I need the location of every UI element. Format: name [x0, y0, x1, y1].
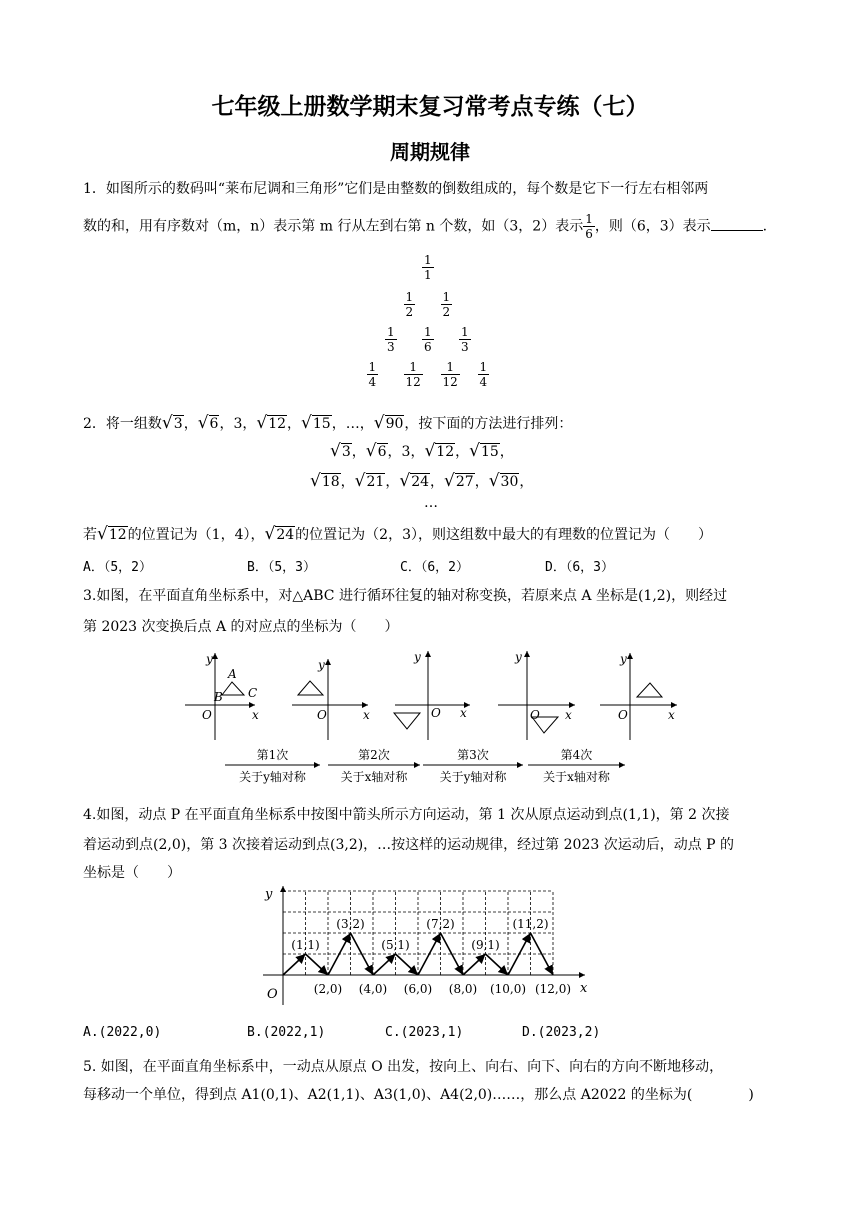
q4-path-segment: [283, 954, 306, 975]
q4-bottom-label: (2,0): [313, 982, 343, 996]
q2-row-sqrt: √30: [488, 471, 519, 491]
q2-list-sqrt: √6: [197, 413, 219, 433]
q3-origin-label-2: O: [317, 708, 327, 722]
q3-line2: 第 2023 次变换后点 A 的对应点的坐标为（ ）: [83, 619, 399, 635]
q4-option-d[interactable]: D.(2023,2): [522, 1025, 601, 1040]
q3-origin-label-4: O: [530, 708, 540, 722]
q4-bottom-label: (6,0): [403, 982, 433, 996]
q2-dots: …: [424, 495, 438, 511]
q3-x-label-3: x: [460, 706, 467, 720]
q4-option-c[interactable]: C.(2023,1): [385, 1025, 464, 1040]
triangle-fraction: $\frac{1}{4}$: [479, 360, 488, 389]
q3-y-label-3: y: [414, 650, 421, 664]
q1-line1: 1．如图所示的数码叫“莱布尼调和三角形”它们是由整数的倒数组成的，每个数是它下一行左右相邻两: [83, 181, 709, 197]
q4-peak-label: (7,2): [426, 917, 455, 931]
q4-x-label: x: [580, 981, 588, 996]
q2-option-b[interactable]: B．（5，3）: [247, 560, 316, 575]
page-subtitle: 周期规律: [390, 140, 470, 164]
q4-path-segment: [328, 933, 351, 975]
q3-x-label-4: x: [565, 708, 572, 722]
q3-panel-3: [394, 650, 470, 740]
triangle-fraction: $\frac{1}{4}$: [368, 360, 377, 389]
q2-option-c[interactable]: C．（6，2）: [400, 560, 469, 575]
q3-point-b: B: [214, 690, 223, 704]
q3-panel-1: [185, 652, 259, 740]
triangle-fraction: $\frac{1}{12}$: [442, 360, 458, 389]
q3-origin-label-5: O: [618, 708, 628, 722]
q3-step-axis: 关于y轴对称: [239, 770, 306, 784]
q4-y-label: y: [265, 887, 273, 902]
q2-row-sqrt: √21: [354, 471, 385, 491]
q2-condition: 若√12的位置记为（1，4），√24的位置记为（2，3），则这组数中最大的有理数的位置记为（ ）: [83, 524, 712, 544]
q2-row-sqrt: √3: [330, 441, 351, 461]
triangle-fraction: $\frac{1}{12}$: [405, 360, 421, 389]
q3-point-c: C: [248, 686, 258, 700]
q2-row-sqrt: √18: [310, 471, 340, 491]
q4-path-segment: [486, 954, 509, 975]
q2-row-sqrt: √24: [399, 471, 430, 491]
q4-bottom-label: (12,0): [534, 982, 572, 996]
q4-peak-label: (5,1): [381, 938, 410, 952]
triangle-fraction: $\frac{1}{3}$: [461, 325, 469, 354]
q4-path-segment: [306, 954, 329, 975]
triangle-fraction: $\frac{1}{1}$: [424, 253, 432, 282]
q1-inline-fraction: $\frac{1}{6}$: [585, 212, 593, 241]
q1-answer-blank[interactable]: [711, 218, 763, 231]
q4-bottom-label: (4,0): [358, 982, 388, 996]
q2-cond-sqrt-1: √12: [97, 524, 127, 544]
q4-line3: 坐标是（ ）: [83, 865, 181, 881]
q2-row-1: √3，√6，3，√12，√15，: [330, 441, 514, 461]
q3-figure: [180, 645, 700, 790]
triangle-fraction: $\frac{1}{6}$: [424, 325, 432, 354]
q2-list-sqrt: √3: [161, 413, 183, 433]
q3-origin-label-3: O: [431, 706, 441, 720]
q4-path-segment: [508, 933, 531, 975]
q2-list-sqrt: √90: [373, 413, 404, 433]
q3-origin-label-1: O: [202, 708, 212, 722]
q4-line1: 4.如图，动点 P 在平面直角坐标系中按图中箭头所示方向运动，第 1 次从原点运动到点(1,1)，第 2 次接: [83, 807, 730, 823]
q2-row-sqrt: √12: [424, 441, 455, 461]
q2-row-2: √18，√21，√24，√27，√30，: [310, 471, 534, 491]
q4-option-a[interactable]: A.(2022,0): [83, 1025, 162, 1040]
q2-row-sqrt: √6: [365, 441, 387, 461]
q2-row-sqrt: √15: [469, 441, 499, 461]
q3-panel-5: [600, 652, 677, 740]
q5-line1: 5. 如图，在平面直角坐标系中，一动点从原点 O 出发，按向上、向右、向下、向右的方向不断地移动，: [83, 1059, 724, 1075]
q2-option-d[interactable]: D．（6，3）: [545, 560, 614, 575]
q2-list-sqrt: √15: [301, 413, 331, 433]
q3-step-axis: 关于x轴对称: [340, 770, 408, 784]
q4-peak-label: (3,2): [336, 917, 365, 931]
q4-peak-label: (9,1): [471, 938, 500, 952]
q3-step-label: 第1次: [256, 748, 289, 762]
q3-step-label: 第2次: [358, 748, 390, 762]
q3-point-a: A: [228, 667, 237, 681]
q5-line2: 每移动一个单位，得到点 A1(0,1)、A2(1,1)、A3(1,0)、A4(2,0)……，那么点 A2022 的坐标为( ): [83, 1087, 754, 1103]
triangle-fraction: $\frac{1}{3}$: [387, 325, 395, 354]
q3-panel-2: [292, 658, 370, 740]
q2-option-a[interactable]: A．（5，2）: [83, 560, 152, 575]
q4-bottom-label: (10,0): [489, 982, 527, 996]
q2-number-list: √3，√6，3，√12，√15，…，√90: [161, 413, 404, 433]
q2-cond-sqrt-2: √24: [264, 524, 295, 544]
q4-option-b[interactable]: B.(2022,1): [247, 1025, 326, 1040]
page-title: 七年级上册数学期末复习常考点专练（七）: [211, 94, 649, 120]
q4-origin-label: O: [267, 987, 278, 1002]
q4-path-segment: [396, 954, 419, 975]
q3-x-label-1: x: [252, 708, 259, 722]
q4-path-segment: [373, 954, 396, 975]
q3-line1: 3.如图，在平面直角坐标系中，对△ABC 进行循环往复的轴对称变换，若原来点 A 坐标是(1,2)，则经过: [83, 588, 728, 604]
q3-y-label-2: y: [318, 658, 325, 672]
q2-list-sqrt: √12: [256, 413, 287, 433]
q3-y-label-5: y: [620, 652, 627, 666]
q3-panel-4: [498, 650, 575, 740]
triangle-fraction: $\frac{1}{2}$: [442, 290, 451, 319]
q3-x-label-2: x: [363, 708, 370, 722]
q4-line2: 着运动到点(2,0)，第 3 次接着运动到点(3,2)，…按这样的运动规律，经过第 2023 次运动后，动点 P 的: [83, 837, 735, 853]
q2-intro: 2．将一组数√3，√6，3，√12，√15，…，√90，按下面的方法进行排列：: [83, 413, 573, 433]
q3-step-arrows: [225, 747, 625, 784]
q4-path-segment: [463, 954, 486, 975]
q3-step-label: 第4次: [560, 748, 593, 762]
q3-step-axis: 关于y轴对称: [439, 770, 507, 784]
q1-line2-text-b: ，则（6，3）表示: [594, 218, 711, 235]
q2-row-sqrt: √27: [444, 471, 474, 491]
q3-step-label: 第3次: [457, 748, 489, 762]
q3-y-label-1: y: [206, 652, 213, 666]
q4-bottom-label: (8,0): [448, 982, 478, 996]
q4-peak-label: (1,1): [291, 938, 320, 952]
q1-line2-text-a: 数的和，用有序数对（m，n）表示第 m 行从左到右第 n 个数，如（3，2）表示: [83, 218, 584, 235]
q1-line2: 数的和，用有序数对（m，n）表示第 m 行从左到右第 n 个数，如（3，2）表示 $\frac{1}{6}$ ，则（6，3）表示 .: [83, 212, 768, 241]
triangle-fraction: $\frac{1}{2}$: [405, 290, 414, 319]
q4-figure: [255, 880, 600, 1010]
q3-y-label-4: y: [515, 650, 522, 664]
q3-x-label-5: x: [668, 708, 675, 722]
q3-step-axis: 关于x轴对称: [543, 770, 610, 784]
q4-path-segment: [418, 933, 441, 975]
q4-peak-label: (11,2): [512, 917, 549, 931]
